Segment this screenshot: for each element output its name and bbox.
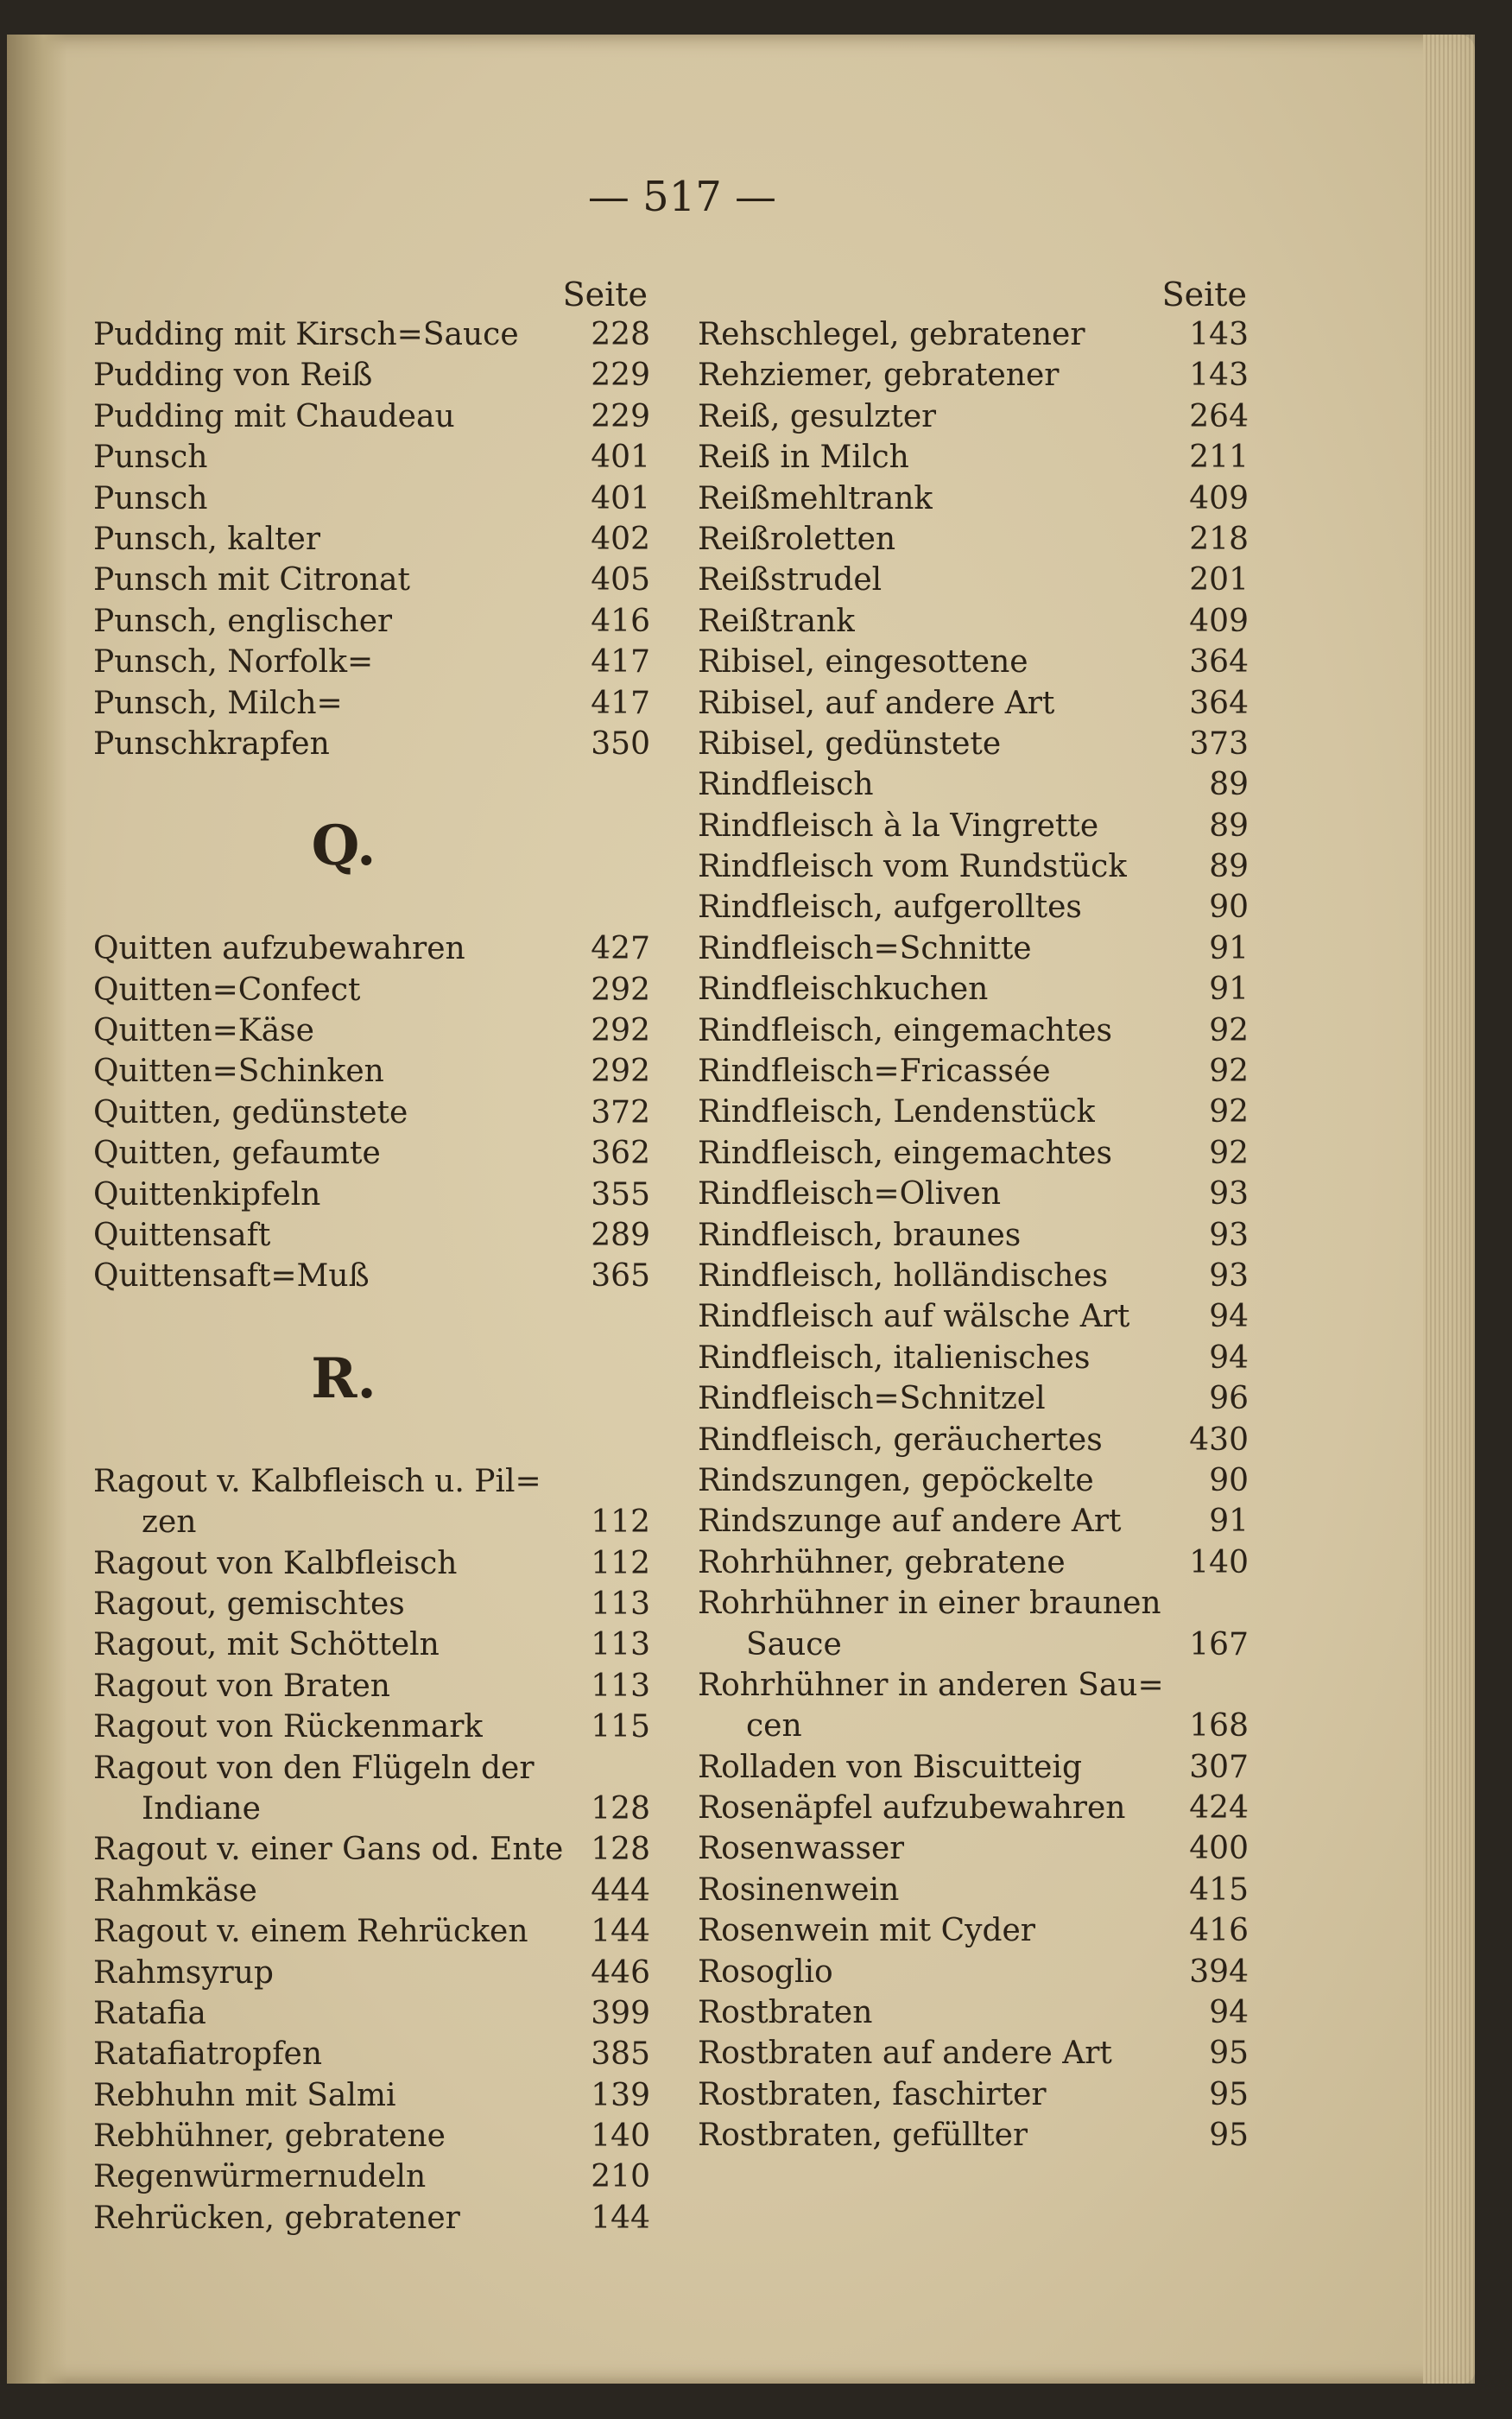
entry-title: Rostbraten auf andere Art [698, 2036, 1112, 2072]
entry-page: 140 [1189, 1544, 1249, 1580]
entry-page: 401 [591, 440, 650, 476]
section-heading-q: Q. [311, 814, 376, 879]
entry-page: 96 [1209, 1381, 1249, 1417]
entry-page: 95 [1209, 2036, 1249, 2072]
index-entry [698, 887, 1302, 928]
index-entry [698, 396, 1302, 437]
index-entry [93, 1584, 698, 1624]
index-entry [93, 928, 698, 969]
entry-title: Rindfleischkuchen [698, 972, 989, 1008]
entry-title: Reißroletten [698, 521, 896, 557]
index-entry [93, 396, 698, 437]
entry-page: 210 [591, 2159, 650, 2195]
index-entry [93, 1256, 698, 1296]
entry-page: 415 [1189, 1871, 1249, 1908]
entry-title: Rindfleisch=Oliven [698, 1176, 1002, 1213]
index-entry [698, 1501, 1302, 1542]
entry-title: Ragout v. einem Rehrücken [93, 1914, 528, 1950]
entry-page: 115 [591, 1709, 650, 1745]
entry-page: 93 [1209, 1217, 1249, 1253]
entry-title: Rosenwein mit Cyder [698, 1913, 1036, 1949]
index-entry [698, 724, 1302, 764]
entry-title: Pudding von Reiß [93, 358, 373, 394]
entry-title: Rosenäpfel aufzubewahren [698, 1790, 1126, 1827]
entry-title: Rindfleisch, aufgerolltes [698, 890, 1082, 926]
entry-page: 400 [1189, 1831, 1249, 1867]
entry-title: Ragout von Braten [93, 1668, 390, 1704]
entry-title: Rindfleisch auf wälsche Art [698, 1299, 1130, 1335]
index-entry [93, 478, 698, 519]
index-entry [93, 1748, 698, 1789]
index-entry [698, 1133, 1302, 1174]
entry-title: Ribisel, auf andere Art [698, 685, 1055, 721]
entry-title: Rostbraten, gefüllter [698, 2118, 1028, 2154]
entry-title: Rindfleisch à la Vingrette [698, 807, 1099, 844]
entry-page: 416 [591, 603, 650, 639]
entry-title: Reißmehltrank [698, 480, 933, 516]
entry-title: Rolladen von Biscuitteig [698, 1749, 1082, 1785]
entry-title: Quitten=Käse [93, 1013, 314, 1049]
index-entry [93, 2075, 698, 2116]
q-entries [93, 928, 698, 1297]
index-entry [698, 1910, 1302, 1951]
entry-page: 92 [1209, 1012, 1249, 1048]
entry-title: Rindfleisch=Fricassée [698, 1054, 1051, 1090]
entry-page: 417 [591, 685, 650, 721]
entry-page: 92 [1209, 1135, 1249, 1171]
index-entry [93, 1051, 698, 1092]
entry-title: Quittenkipfeln [93, 1176, 321, 1213]
entry-page: 112 [591, 1504, 650, 1541]
entry-page: 289 [591, 1218, 650, 1254]
index-entry [698, 437, 1302, 478]
index-entry [698, 1378, 1302, 1419]
entry-title: Quitten=Schinken [93, 1054, 384, 1090]
entry-page: 112 [591, 1545, 650, 1581]
entry-title: zen [142, 1504, 197, 1541]
entry-page: 350 [591, 725, 650, 762]
index-entry [93, 1666, 698, 1707]
index-entry [93, 2198, 698, 2239]
index-entry [698, 642, 1302, 682]
entry-title: Ribisel, gedünstete [698, 725, 1002, 762]
page-edges [1423, 35, 1475, 2384]
index-entry [93, 1461, 698, 1502]
index-entry [93, 1871, 698, 1911]
entry-page: 113 [591, 1668, 650, 1704]
entry-title: Punsch, Norfolk= [93, 644, 374, 681]
entry-title: Indiane [142, 1790, 261, 1827]
seite-header-right: Seite [1161, 275, 1247, 313]
entry-title: Rindfleisch, braunes [698, 1217, 1022, 1253]
entry-page: 140 [591, 2118, 650, 2155]
index-entry [698, 1460, 1302, 1501]
index-entry [698, 1788, 1302, 1828]
entry-title: Punsch mit Citronat [93, 562, 410, 598]
entry-page: 430 [1189, 1422, 1249, 1458]
entry-page: 128 [591, 1790, 650, 1827]
entry-page: 144 [591, 1914, 650, 1950]
entry-title: Rosoglio [698, 1954, 833, 1990]
index-entry [93, 970, 698, 1010]
index-entry [698, 764, 1302, 805]
entry-title: Ratafiatropfen [93, 2036, 323, 2073]
entry-page: 113 [591, 1627, 650, 1663]
entry-page: 167 [1189, 1626, 1249, 1662]
entry-title: Rindfleisch=Schnitzel [698, 1381, 1046, 1417]
entry-title: Rostbraten, faschirter [698, 2076, 1047, 2112]
entry-title: Rehrücken, gebratener [93, 2200, 460, 2236]
index-entry [93, 314, 698, 355]
index-entry [698, 601, 1302, 642]
entry-page: 307 [1189, 1749, 1249, 1785]
entry-title: Rahmkäse [93, 1872, 257, 1909]
entry-page: 424 [1189, 1790, 1249, 1827]
entry-title: Rindfleisch, italienisches [698, 1339, 1091, 1376]
entry-title: Rindfleisch [698, 767, 874, 803]
entry-title: cen [746, 1708, 802, 1745]
entry-title: Reiß in Milch [698, 440, 909, 476]
entry-title: Reiß, gesulzter [698, 398, 937, 434]
entry-title: Ragout v. einer Gans od. Ente [93, 1832, 564, 1868]
entry-page: 365 [591, 1258, 650, 1295]
entry-page: 402 [591, 521, 650, 557]
entry-page: 409 [1189, 603, 1249, 639]
index-entry [93, 2116, 698, 2156]
entry-page: 444 [591, 1872, 650, 1909]
index-entry [93, 724, 698, 764]
entry-page: 292 [591, 1013, 650, 1049]
binding-gutter [7, 35, 67, 2384]
entry-title: Punsch, englischer [93, 603, 393, 639]
entry-title: Reißstrudel [698, 562, 883, 598]
entry-page: 427 [591, 931, 650, 967]
index-entry [93, 1215, 698, 1256]
entry-title: Ragout von Rückenmark [93, 1709, 484, 1745]
index-entry [93, 2034, 698, 2074]
page-number: — 517 — [587, 173, 777, 221]
index-entry [93, 1789, 698, 1829]
entry-title: Rostbraten [698, 1995, 873, 2031]
index-entry [698, 1747, 1302, 1788]
index-entry [698, 1296, 1302, 1337]
index-entry [698, 478, 1302, 519]
entry-page: 91 [1209, 930, 1249, 966]
entry-title: Rebhühner, gebratene [93, 2118, 446, 2155]
index-entry [93, 642, 698, 682]
entry-title: Reißtrank [698, 603, 856, 639]
index-entry [698, 969, 1302, 1010]
p-entries [93, 314, 698, 764]
entry-page: 385 [591, 2036, 650, 2073]
entry-title: Quittensaft=Muß [93, 1258, 370, 1295]
entry-page: 229 [591, 398, 650, 434]
entry-title: Rohrhühner in anderen Sau= [698, 1667, 1164, 1703]
entry-page: 394 [1189, 1954, 1249, 1990]
entry-title: Ragout von den Flügeln der [93, 1750, 535, 1786]
entry-title: Rehziemer, gebratener [698, 358, 1060, 394]
entry-title: Regenwürmernudeln [93, 2159, 427, 2195]
entry-page: 292 [591, 972, 650, 1008]
index-entry [698, 1256, 1302, 1296]
index-entry [698, 2074, 1302, 2115]
entry-title: Quitten aufzubewahren [93, 931, 465, 967]
entry-page: 113 [591, 1586, 650, 1622]
entry-page: 92 [1209, 1094, 1249, 1130]
entry-title: Ragout, gemischtes [93, 1586, 405, 1622]
index-entry [698, 1174, 1302, 1214]
index-entry [698, 355, 1302, 396]
index-entry [698, 2115, 1302, 2156]
index-entry [93, 1010, 698, 1051]
index-entry [93, 355, 698, 396]
index-entry [698, 806, 1302, 846]
entry-page: 401 [591, 480, 650, 516]
index-entry [93, 1502, 698, 1542]
entry-title: Ragout v. Kalbfleisch u. Pil= [93, 1463, 541, 1499]
entry-title: Rindszungen, gepöckelte [698, 1462, 1094, 1498]
index-entry [93, 1911, 698, 1952]
index-entry [93, 601, 698, 642]
entry-title: Rindszunge auf andere Art [698, 1504, 1122, 1540]
entry-title: Punsch [93, 480, 208, 516]
entry-title: Rindfleisch, Lendenstück [698, 1094, 1096, 1130]
entry-title: Rindfleisch, eingemachtes [698, 1012, 1112, 1048]
section-heading-r: R. [311, 1346, 376, 1411]
index-entry [698, 314, 1302, 355]
entry-title: Rahmsyrup [93, 1954, 274, 1991]
entry-page: 95 [1209, 2076, 1249, 2112]
entry-page: 92 [1209, 1054, 1249, 1090]
index-entry [93, 1092, 698, 1133]
entry-title: Rebhuhn mit Salmi [93, 2077, 396, 2113]
index-entry [93, 1707, 698, 1747]
index-entry [698, 1665, 1302, 1706]
entry-page: 128 [591, 1832, 650, 1868]
entry-title: Rohrhühner in einer braunen [698, 1586, 1161, 1622]
entry-page: 89 [1209, 807, 1249, 844]
index-entry [698, 560, 1302, 600]
seite-header-left: Seite [562, 275, 648, 313]
entry-page: 417 [591, 644, 650, 681]
index-entry [698, 1828, 1302, 1869]
entry-title: Ragout von Kalbfleisch [93, 1545, 458, 1581]
entry-title: Pudding mit Chaudeau [93, 398, 455, 434]
entry-page: 292 [591, 1054, 650, 1090]
index-entry [93, 560, 698, 600]
entry-title: Rindfleisch, eingemachtes [698, 1135, 1112, 1171]
entry-page: 362 [591, 1136, 650, 1172]
entry-page: 90 [1209, 1462, 1249, 1498]
entry-page: 144 [591, 2200, 650, 2236]
index-entry [698, 519, 1302, 560]
entry-page: 93 [1209, 1257, 1249, 1294]
entry-page: 168 [1189, 1708, 1249, 1745]
entry-title: Sauce [746, 1626, 842, 1662]
entry-page: 446 [591, 1954, 650, 1991]
index-entry [698, 1420, 1302, 1460]
entry-page: 405 [591, 562, 650, 598]
entry-page: 364 [1189, 685, 1249, 721]
entry-page: 372 [591, 1094, 650, 1130]
entry-page: 93 [1209, 1176, 1249, 1213]
index-entry [93, 2156, 698, 2197]
index-entry [93, 1993, 698, 2034]
index-entry [93, 1133, 698, 1174]
entry-page: 89 [1209, 767, 1249, 803]
entry-page: 89 [1209, 849, 1249, 885]
entry-page: 229 [591, 358, 650, 394]
entry-title: Rehschlegel, gebratener [698, 317, 1085, 352]
entry-title: Rosinenwein [698, 1871, 900, 1908]
index-entry [93, 1829, 698, 1870]
index-entry [698, 1051, 1302, 1092]
entry-page: 90 [1209, 890, 1249, 926]
entry-page: 218 [1189, 521, 1249, 557]
entry-page: 143 [1189, 358, 1249, 394]
entry-page: 409 [1189, 480, 1249, 516]
index-entry [698, 1338, 1302, 1378]
entry-page: 91 [1209, 1504, 1249, 1540]
entry-page: 399 [591, 1995, 650, 2031]
index-entry [698, 1092, 1302, 1132]
entry-page: 139 [591, 2077, 650, 2113]
entry-title: Rindfleisch, holländisches [698, 1257, 1109, 1294]
entry-title: Quitten=Confect [93, 972, 361, 1008]
index-entry [93, 1953, 698, 1993]
entry-title: Quitten, gedünstete [93, 1094, 408, 1130]
entry-title: Quitten, gefaumte [93, 1136, 381, 1172]
index-entry [698, 2033, 1302, 2074]
entry-page: 264 [1189, 398, 1249, 434]
index-entry [698, 1706, 1302, 1746]
index-entry [698, 1542, 1302, 1583]
index-column-left [93, 275, 698, 2239]
index-entry [93, 519, 698, 560]
entry-title: Rohrhühner, gebratene [698, 1544, 1066, 1580]
entry-title: Rosenwasser [698, 1831, 905, 1867]
index-entry [698, 683, 1302, 724]
r-entries-right [698, 314, 1302, 2156]
index-entry [93, 1543, 698, 1584]
entry-page: 201 [1189, 562, 1249, 598]
index-entry [698, 1215, 1302, 1256]
entry-title: Quittensaft [93, 1218, 271, 1254]
entry-title: Ragout, mit Schötteln [93, 1627, 440, 1663]
index-entry [93, 1175, 698, 1215]
entry-page: 416 [1189, 1913, 1249, 1949]
entry-page: 94 [1209, 1339, 1249, 1376]
index-entry [698, 1992, 1302, 2033]
index-entry [698, 1583, 1302, 1624]
index-entry [93, 683, 698, 724]
entry-page: 91 [1209, 972, 1249, 1008]
index-entry [93, 1624, 698, 1665]
entry-page: 373 [1189, 725, 1249, 762]
entry-page: 94 [1209, 1299, 1249, 1335]
entry-title: Rindfleisch=Schnitte [698, 930, 1032, 966]
entry-page: 95 [1209, 2118, 1249, 2154]
entry-page: 355 [591, 1176, 650, 1213]
index-column-right [698, 275, 1302, 2156]
entry-page: 364 [1189, 644, 1249, 681]
entry-title: Punsch, kalter [93, 521, 321, 557]
entry-page: 228 [591, 317, 650, 352]
entry-page: 94 [1209, 1995, 1249, 2031]
entry-page: 143 [1189, 317, 1249, 352]
index-entry [698, 1870, 1302, 1910]
index-entry [93, 437, 698, 478]
entry-title: Punsch [93, 440, 208, 476]
entry-title: Rindfleisch vom Rundstück [698, 849, 1128, 885]
entry-title: Ribisel, eingesottene [698, 644, 1028, 681]
r-entries-left [93, 1461, 698, 2239]
index-entry [698, 928, 1302, 969]
index-entry [698, 846, 1302, 887]
entry-title: Pudding mit Kirsch=Sauce [93, 317, 519, 352]
index-entry [698, 1010, 1302, 1051]
entry-title: Rindfleisch, geräuchertes [698, 1422, 1103, 1458]
entry-title: Punschkrapfen [93, 725, 330, 762]
entry-page: 211 [1189, 440, 1249, 476]
index-entry [698, 1952, 1302, 1992]
entry-title: Ratafia [93, 1995, 206, 2031]
entry-title: Punsch, Milch= [93, 685, 343, 721]
index-entry [698, 1624, 1302, 1665]
